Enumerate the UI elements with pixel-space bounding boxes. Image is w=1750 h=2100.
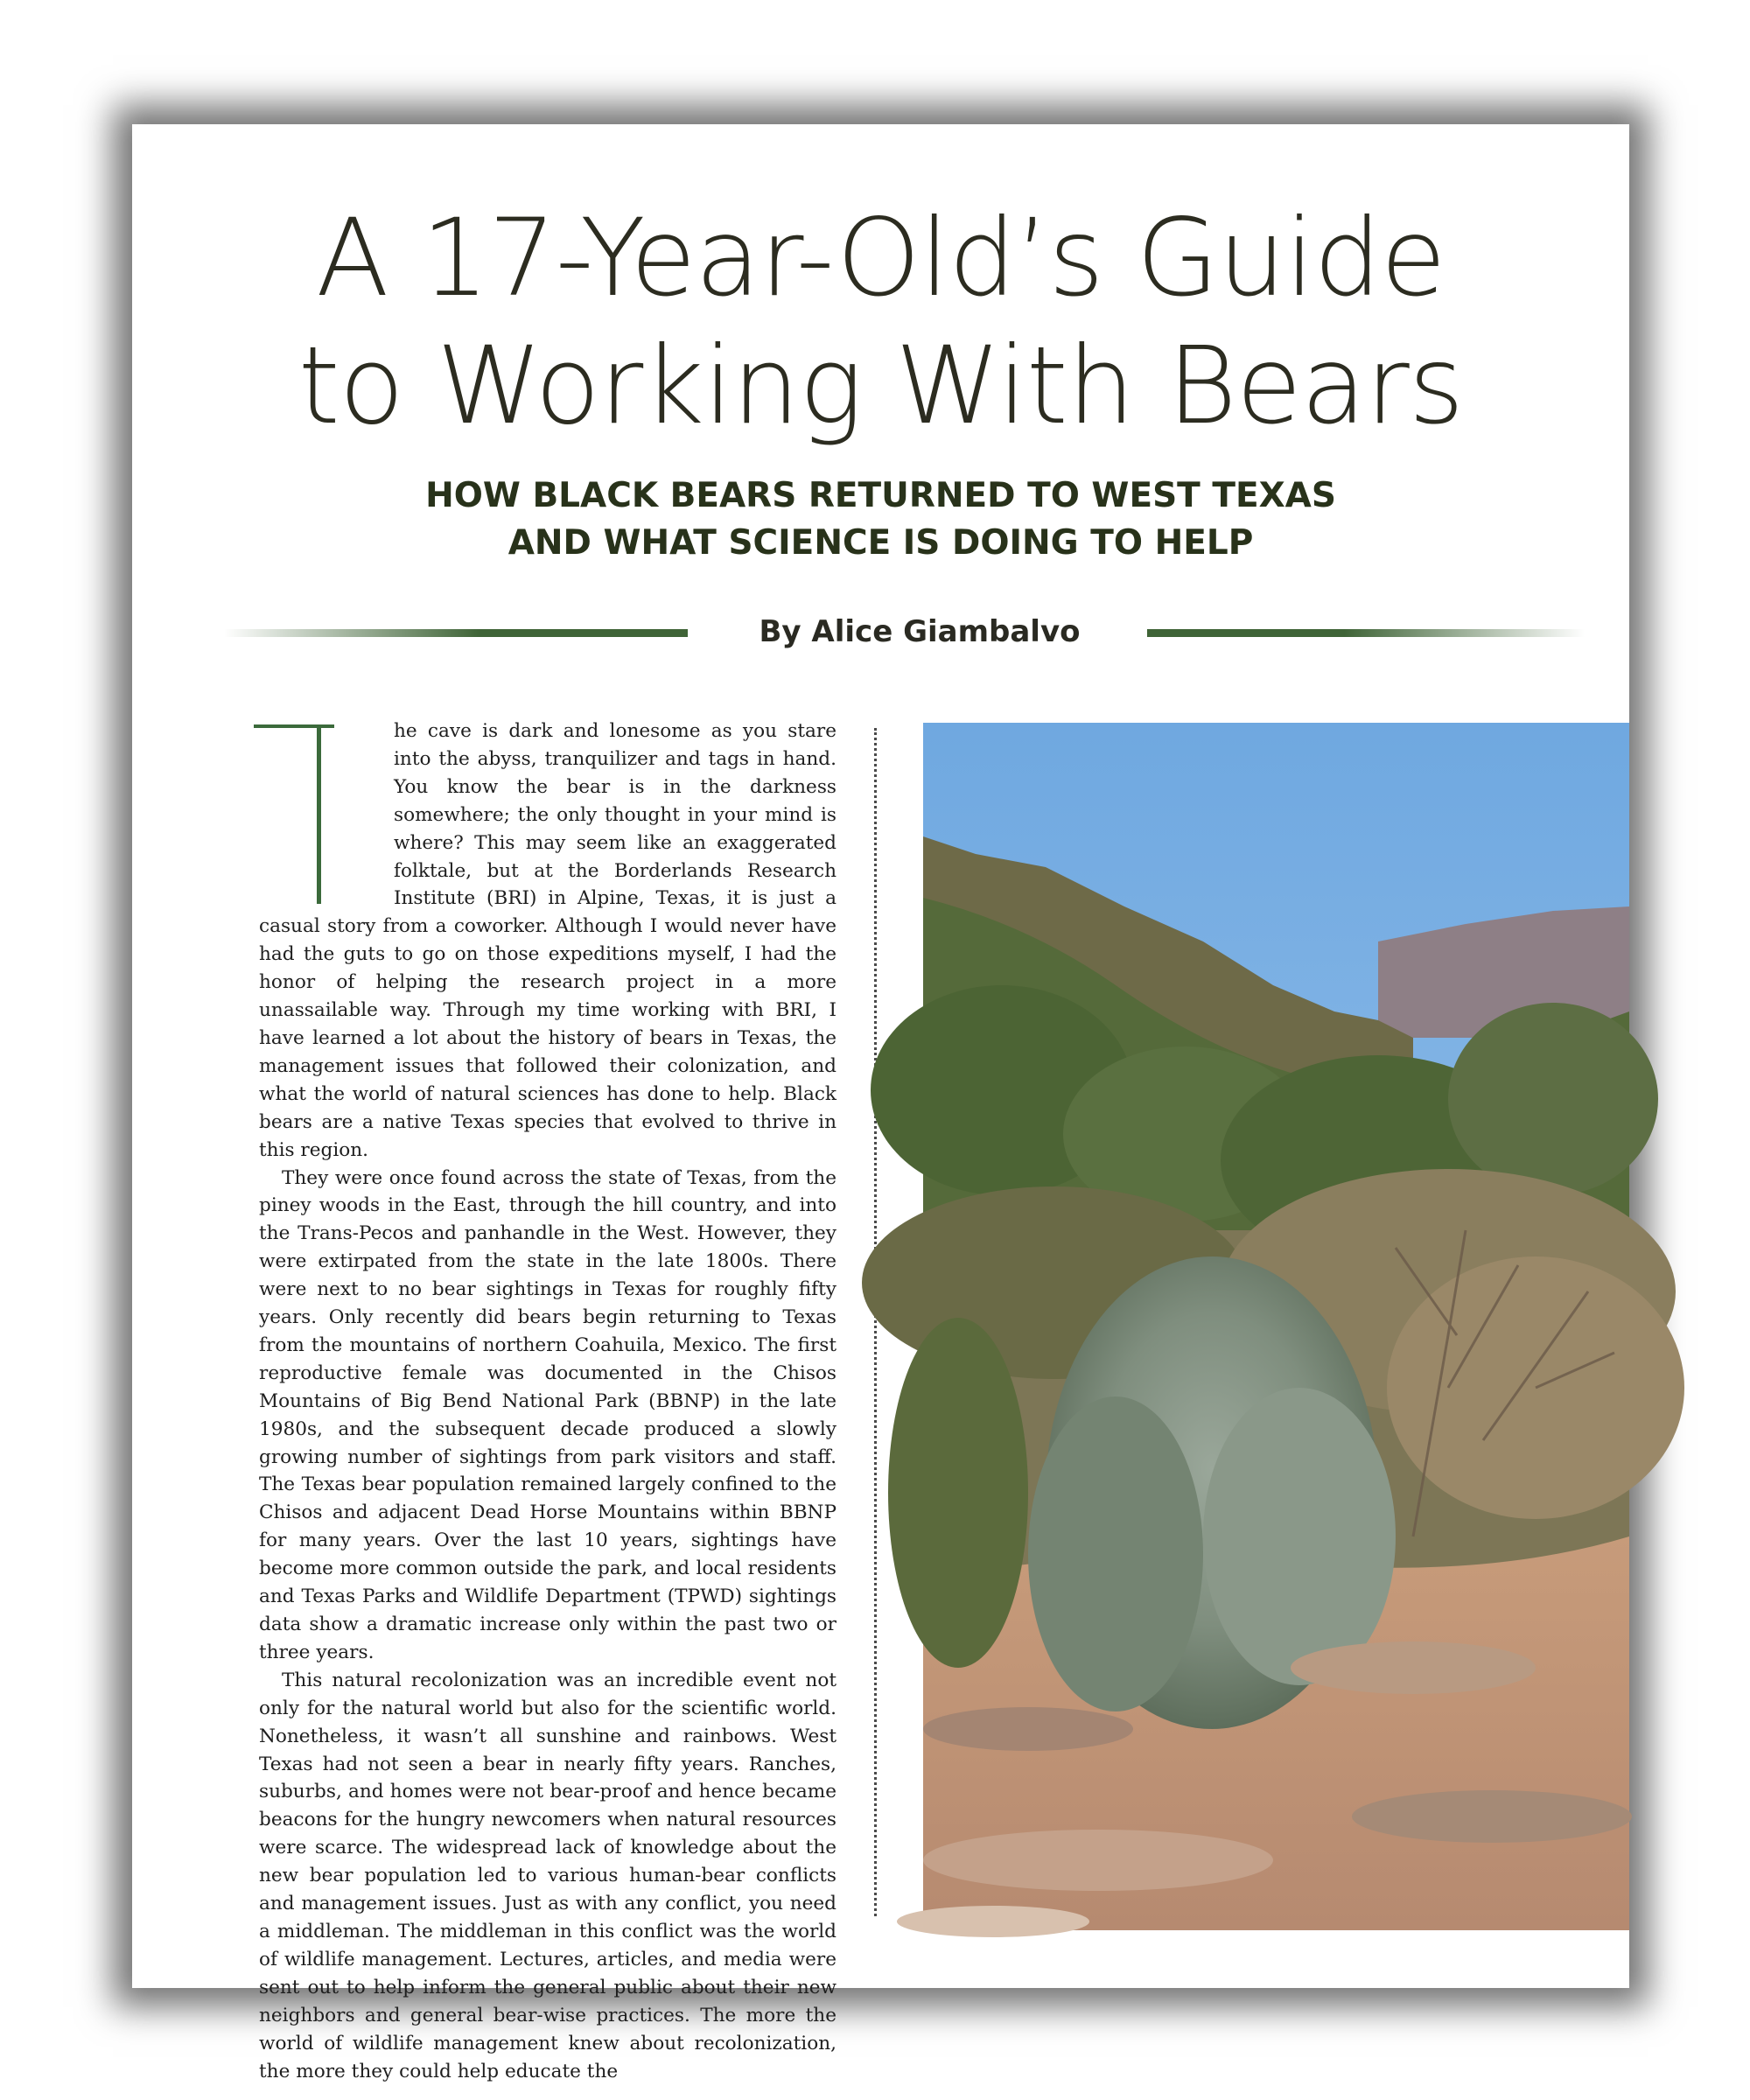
article-title [132,194,1629,450]
article-subtitle [132,472,1629,567]
article-title-line-1: A 17-Year-Old’s Guide [316,196,1446,320]
drop-cap-stem [317,724,321,904]
paragraph-1 [259,718,836,1165]
landscape-photo-image [923,723,1629,1930]
paragraph-2: They were once found across the state of Texas, from the piney woods in the East, through the hill country, and into the Trans-Pecos and panhandle in the West. However, they were extirpated from the state in the late 1800s. There were next to no bear sightings in Texas for roughly fifty years. Only recently did bears begin returning to Texas from the mountains of northern Coahuila, Mexico. The first reproductive female was documented in the Chisos Mountains of Big Bend National Park (BBNP) in the late 1980s, and the subsequent decade produced a slowly growing number of sightings from park visitors and staff. The Texas bear population remained largely confined to the Chisos and adjacent Dead Horse Mountains within BBNP for many years. Over the last 10 years, sightings have become more common outside the park, and local residents and Texas Parks and Wildlife Department (TPWD) sightings data show a dramatic increase only within the past two or three years. [259,1166,836,1663]
byline: By Alice Giambalvo [759,614,1081,649]
magazine-page [132,124,1629,2082]
article-body [259,718,836,2085]
drop-cap [254,718,387,908]
article-subtitle-line-2: AND WHAT SCIENCE IS DOING TO HELP [508,523,1254,563]
byline-row [224,606,1536,658]
article-subtitle-line-1: HOW BLACK BEARS RETURNED TO WEST TEXAS [425,476,1336,515]
paragraph-1-text: he cave is dark and lonesome as you stare into the abyss, tranquilizer and tags in hand. You know the bear is in the darkness somewhere; the only thought in your mind is where? This may seem like an exaggerated folktale, but at the Borderlands Research Institute (BRI) in Alpine, Texas, it is just a casual story from a coworker. Although I would never have had the guts to go on those expeditions myself, I had the honor of helping the research project in a more unassailable way. Through my time working with BRI, I have learned a lot about the history of bears in Texas, the management issues that followed their colonization, and what the world of natural sciences has done to help. Black bears are a native Texas species that evolved to thrive in this region. [259,720,836,1161]
drop-cap-bar [254,724,334,728]
byline-rule-right [1147,629,1585,637]
column-divider [874,728,877,1916]
paragraph-3: This natural recolonization was an incredible event not only for the natural world but also for the scientific world. Nonetheless, it wasn’t all sunshine and rainbows. West Texas had not seen a bear in nearly fifty years. Ranches, suburbs, and homes were not bear-proof and hence became beacons for the hungry newcomers when natural resources were scarce. The widespread lack of knowledge about the new bear population led to various human-bear conflicts and management issues. Just as with any conflict, you need a middleman. The middleman in this conflict was the world of wildlife management. Lectures, articles, and media were sent out to help inform the general public about their new neighbors and general bear-wise practices. The more the world of wildlife management knew about recolonization, the more they could help educate the [259,1669,836,2082]
byline-rule-left [224,629,688,637]
article-title-line-2: to Working With Bears [298,324,1464,448]
landscape-photo [923,723,1629,1930]
